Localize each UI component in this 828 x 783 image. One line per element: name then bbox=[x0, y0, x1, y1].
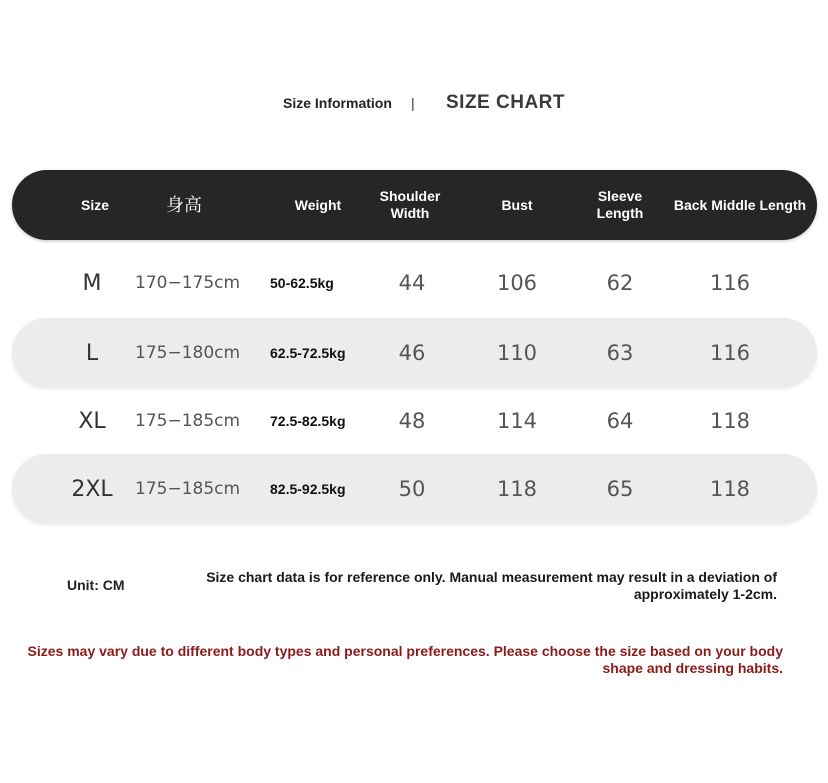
column-header-bust: Bust bbox=[501, 196, 533, 213]
shoulder-cell: 48 bbox=[398, 409, 426, 433]
table-row bbox=[12, 248, 817, 318]
height-cell: 175−180cm bbox=[135, 343, 241, 363]
weight-cell: 82.5-92.5kg bbox=[270, 481, 346, 497]
weight-cell: 72.5-82.5kg bbox=[270, 413, 346, 429]
size-cell: M bbox=[82, 270, 102, 296]
column-header-weight: Weight bbox=[294, 196, 342, 213]
table-row bbox=[12, 454, 817, 524]
size-information-label: Size Information bbox=[283, 95, 392, 111]
weight-cell: 62.5-72.5kg bbox=[270, 345, 346, 361]
size-variation-note: Sizes may vary due to different body types and personal preferences. Please choose the size based on your body shape and dressing habits. bbox=[27, 643, 783, 676]
bust-cell: 110 bbox=[496, 341, 538, 365]
sleeve-cell: 63 bbox=[606, 341, 634, 365]
height-cell: 175−185cm bbox=[135, 479, 241, 499]
back-length-cell: 116 bbox=[709, 341, 751, 365]
size-cell: 2XL bbox=[71, 476, 113, 502]
height-cell: 175−185cm bbox=[135, 411, 241, 431]
back-length-cell: 118 bbox=[709, 409, 751, 433]
column-header-shoulder-width: Shoulder Width bbox=[379, 188, 441, 221]
table-row bbox=[12, 386, 817, 456]
size-cell: XL bbox=[78, 408, 106, 434]
bust-cell: 106 bbox=[496, 271, 538, 295]
bust-cell: 114 bbox=[496, 409, 538, 433]
title-separator: | bbox=[411, 95, 415, 111]
shoulder-cell: 46 bbox=[398, 341, 426, 365]
size-cell: L bbox=[85, 340, 99, 366]
column-header-height: 身高 bbox=[166, 194, 202, 216]
weight-cell: 50-62.5kg bbox=[270, 275, 334, 291]
height-cell: 170−175cm bbox=[135, 273, 241, 293]
column-header-back-middle-length: Back Middle Length bbox=[673, 196, 807, 213]
column-header-sleeve-length: Sleeve Length bbox=[596, 188, 644, 221]
bust-cell: 118 bbox=[496, 477, 538, 501]
sleeve-cell: 65 bbox=[606, 477, 634, 501]
reference-note: Size chart data is for reference only. Manual measurement may result in a deviation of approximately 1-2cm. bbox=[206, 569, 777, 602]
column-header-size: Size bbox=[80, 196, 109, 213]
title-row bbox=[0, 92, 828, 118]
sleeve-cell: 64 bbox=[606, 409, 634, 433]
table-row bbox=[12, 318, 817, 388]
back-length-cell: 118 bbox=[709, 477, 751, 501]
size-chart-title: SIZE CHART bbox=[446, 92, 565, 113]
shoulder-cell: 44 bbox=[398, 271, 426, 295]
back-length-cell: 116 bbox=[709, 271, 751, 295]
unit-label: Unit: CM bbox=[67, 577, 125, 593]
shoulder-cell: 50 bbox=[398, 477, 426, 501]
table-header bbox=[12, 170, 817, 240]
sleeve-cell: 62 bbox=[606, 271, 634, 295]
